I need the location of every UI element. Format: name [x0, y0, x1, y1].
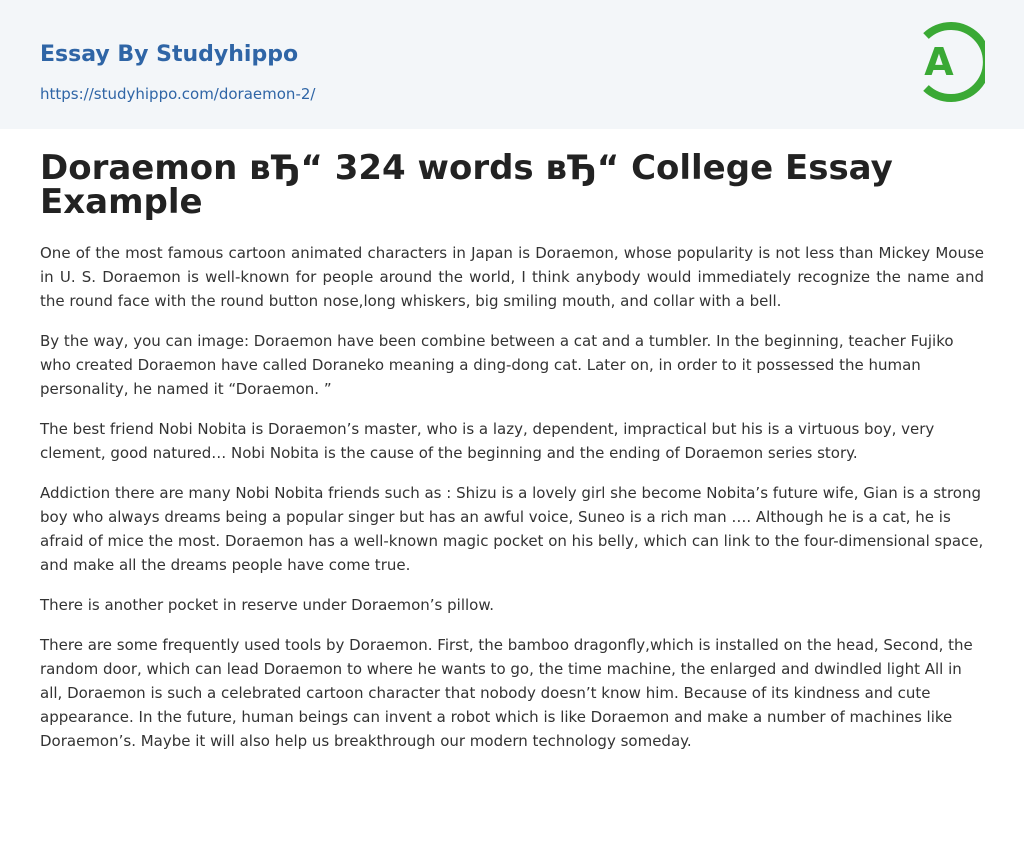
logo-letter: A [924, 40, 954, 84]
essay-paragraph: Addiction there are many Nobi Nobita friends such as : Shizu is a lovely girl she become Nobita’s future wife, Gian is a strong boy who always dreams being a popular singer but has an awful voice, Suneo is a rich man …. Although he is a cat, he is afraid of mice the most. Doraemon has a well-known magic pocket on his belly, which can link to the four-dimensional space, and make all the dreams people have come true. [40, 484, 984, 574]
essay-url-link[interactable]: https://studyhippo.com/doraemon-2/ [40, 85, 316, 103]
essay-title: Doraemon вЂ“ 324 words вЂ“ College Essay Example [40, 148, 893, 222]
essay-paragraph: By the way, you can image: Doraemon have been combine between a cat and a tumbler. In the beginning, teacher Fujiko who created Doraemon have called Doraneko meaning a ding-dong cat. Later on, in order to it possessed the human personality, he named it “Doraemon. ” [40, 332, 954, 398]
studyhippo-logo-icon[interactable] [913, 20, 985, 104]
essay-paragraph: There are some frequently used tools by Doraemon. First, the bamboo dragonfly,which is installed on the head, Second, the random door, which can lead Doraemon to where he wants to go, the time machine, the enlarged and dwindled light All in all, Doraemon is such a celebrated cartoon character that nobody doesn’t know him. Because of its kindness and cute appearance. In the future, human beings can invent a robot which is like Doraemon and make a number of machines like Doraemon’s. Maybe it will also help us breakthrough our modern technology someday. [40, 636, 973, 750]
essay-paragraph: There is another pocket in reserve under Doraemon’s pillow. [40, 596, 494, 614]
essay-paragraph: The best friend Nobi Nobita is Doraemon’s master, who is a lazy, dependent, impractical but his is a virtuous boy, very clement, good natured… Nobi Nobita is the cause of the beginning and the ending of Doraemon series story. [40, 420, 935, 462]
essay-paragraph: One of the most famous cartoon animated characters in Japan is Doraemon, whose popularity is not less than Mickey Mouse in U. S. Doraemon is well-known for people around the world, I think anybody would immediately recognize the name and the round face with the round button nose,long whiskers, big smiling mouth, and collar with a bell. [40, 244, 984, 310]
essay-content [0, 129, 1024, 753]
site-header [0, 0, 1024, 129]
site-brand[interactable]: Essay By Studyhippo [40, 42, 299, 67]
